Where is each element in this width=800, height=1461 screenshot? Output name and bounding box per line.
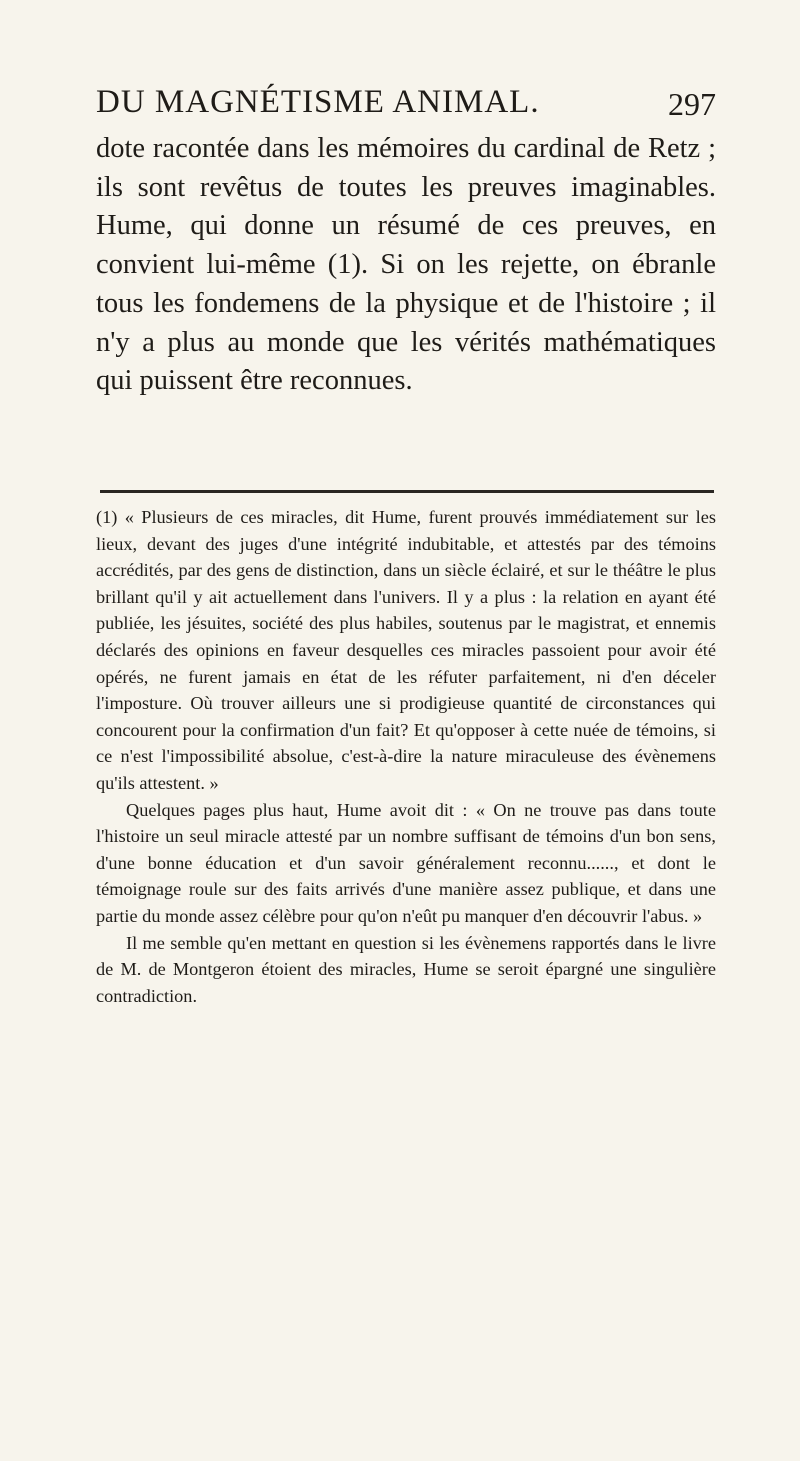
footnote-paragraph-1: (1) « Plusieurs de ces miracles, dit Hume, furent prouvés immédiatement sur les lieux, devant des juges d'une intégrité indubitable, et attestés par des témoins accrédités, par des gens de distinction, dans un siècle éclairé, et sur le théâtre le plus brillant qu'il y ait actuellement dans l'univers. Il y a plus : la relation en ayant été publiée, les jésuites, société des plus habiles, soutenus par le magistrat, et ennemis déclarés des opinions en faveur desquelles ces miracles passoient pour avoir été opérés, ne furent jamais en état de les réfuter parfaitement, ni d'en déceler l'imposture. Où trouver ailleurs une si prodigieuse quantité de circonstances qui concourent pour la confirmation d'un fait? Et qu'opposer à cette nuée de témoins, si ce n'est l'impossibilité absolue, c'est-à-dire la nature miraculeuse des évènemens qu'ils attestent. »	[96, 507, 716, 793]
footnote-paragraph-2: Quelques pages plus haut, Hume avoit dit : « On ne trouve pas dans toute l'histoire un seul miracle attesté par un nombre suffisant de témoins d'un bon sens, d'une bonne éducation et d'un savoir généralement reconnu......, et dont le témoignage roule sur des faits arrivés d'une manière assez publique, et dans une partie du monde assez célèbre pour qu'on n'eût pu manquer d'en découvrir l'abus. »	[96, 799, 716, 926]
footnote-paragraph-3: Il me semble qu'en mettant en question si les évènemens rapportés dans le livre de M. de Montgeron étoient des miracles, Hume se seroit épargné une singulière contradiction.	[96, 932, 716, 1006]
footnote-separator	[100, 490, 714, 493]
main-paragraph: dote racontée dans les mémoires du cardinal de Retz ; ils sont revêtus de toutes les preuves imaginables. Hume, qui donne un résumé de ces preuves, en convient lui-même (1). Si on les rejette, on ébranle tous les fondemens de la physique et de l'histoire ; il n'y a plus au monde que les vérités mathématiques qui puissent être reconnues.	[96, 133, 716, 397]
footnote	[96, 504, 716, 1009]
page-header	[96, 84, 716, 128]
main-text	[96, 130, 716, 401]
running-head: DU MAGNÉTISME ANIMAL.	[96, 84, 540, 120]
page-number: 297	[668, 86, 716, 122]
